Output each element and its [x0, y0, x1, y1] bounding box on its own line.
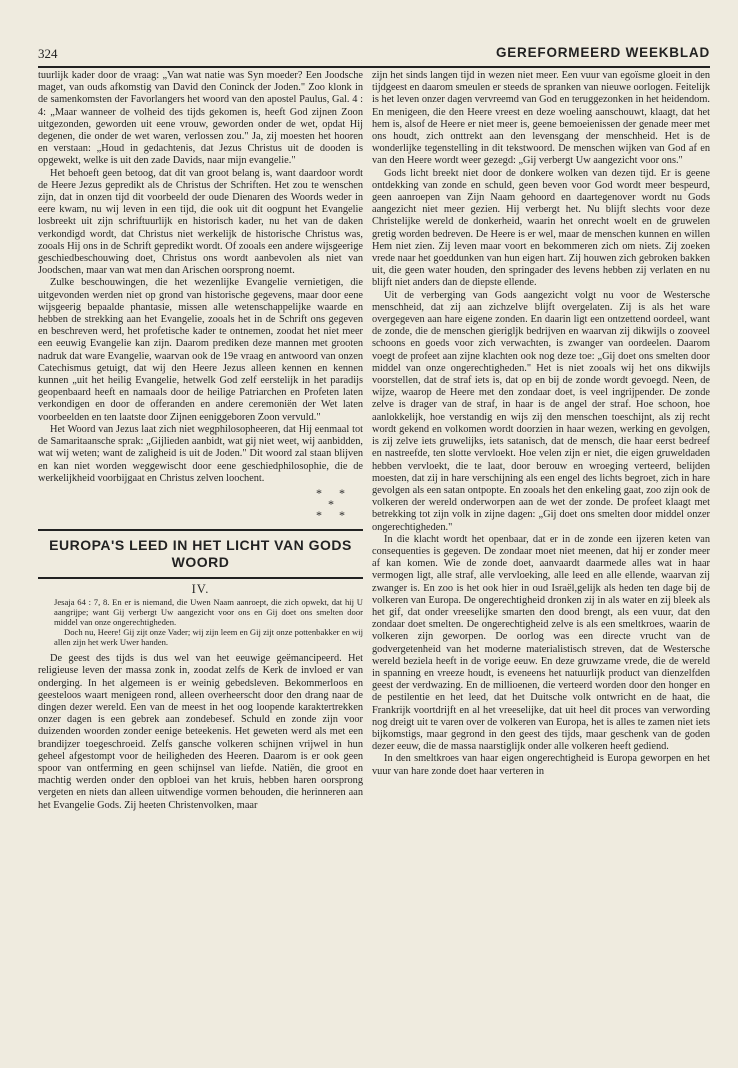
paragraph: Het behoeft geen betoog, dat dit van groot belang is, want daardoor wordt de Heere Jezus gepredikt als de Christus der Schriften. Het zou te wenschen zijn, dat in onzen tijd dit voorbeeld der oude Dienaren des Woords weder in eere kwam, nu wij leven in een tijd, die ook uit dit oogpunt het Evangelie losbreekt uit zijn schriftuurlijk en historisch kader, nu het van de daken verkondigd wordt, dat Christus niet werkelijk de historische Christus was, zooals Hij ons in de Schrift gepredikt wordt. Of zooals een andere wijsgeerige geschiedbeschouwing doet, Christus ons wordt aanbevolen als niet van Joodschen, maar van wat men dan Arischen oorsprong noemt.	[38, 167, 363, 277]
asterisk: *	[339, 507, 345, 522]
paragraph: Gods licht breekt niet door de donkere wolken van dezen tijd. Er is geene ontdekking van zonde en schuld, geen beven voor God wordt meer bespeurd, geen aanroepen van Zijn Naam gehoord en daartegenover wordt nu Gods aangezicht niet meer gezien. Hij verbergt het. Nu blijft slechts voor deze Christelijke wereld de donkerheid, waarin het onrecht woelt en de gruwelen gretig worden bedreven. De Heere is er wel, maar de menschen kunnen en willen Hem niet zien. Zij leven maar voort en bekommeren zich om niets. Zij zoeken vrede naar het goeddunken van hun eigen hart. Zij houwen zich gebroken bakken uit, die geen water houden, den springader des levens hebben zij verlaten en nu blijft niet anders dan de diepste ellende.	[372, 167, 710, 289]
paragraph: Uit de verberging van Gods aangezicht volgt nu voor de Westersche menschheid, dat zij aan zichzelve blijft overgelaten. Zij is als het ware overgegeven aan hare eigene zonden. En daarin ligt een ontzettend oordeel, want de zonde, die de menschen gierigljk bedrijven en waarvan zij dikwijls o zooveel schoons en goeds voor zich verwachten, is zwanger van oordeelen. Daarom voegt de profeet aan zijne klachten ook nog deze toe: „Gij doet ons smelten door middel van onze ongerechtigheden." Het is niet zooals wij het ons dikwijls voorstellen, dat de straf iets is, dat op en bij de zonde wordt gevoegd. Neen, de wijze, waarop de Heere met den zondaar doet, is veel ingrijpender. De zonde zelve is drager van de straf, in haar is de angel der straf. Hoe schoon, hoe aanlokkelijk, hoe verstandig en wijs zij den menschen toeschijnt, als zij recht wordt gekend en volkomen wordt doorzien in haar wezen, werking en gevolgen, is zij zelve iets gruwelijks, iets satanisch, dat de mensch, die haar eerst bedreef en nastreefde, ten slotte vervloekt. Hoe velen zijn er niet, die eigen gruweldaden hebben vervloekt, die te laat, door berouw en wroeging verteerd, belijden moesten, dat zij in hare verschijning als een engel des lichts begroet, zich in hare gevolgen als een satan ontpopte. En zooals het den enkeling gaat, zoo zijn ook de volkeren der wereld onderworpen aan de wet der zonde. De profeet klaagt met betrekking tot zijn volk in zijne dagen: „Gij doet ons smelten door middel onzer ongerechtigheden."	[372, 289, 710, 533]
paragraph: zijn het sinds langen tijd in wezen niet meer. Een vuur van egoïsme gloeit in den tijdgeest en daarom smeulen er steeds de spranken van nieuwe oorlogen. Feitelijk is het leven onzer dagen vervreemd van God en teruggezonken in het heidendom. En menigeen, die den Heere vreest en deze woeling aanschouwt, klaagt, dat het hem is, alsof de Heere er niet meer is, geene bemoeienissen der genade meer met ons houdt, zich onttrekt aan den levensgang der menschheid. Het is de wonderlijke tegenstelling in dit tekstwoord. De menschen wijken van God af en van den Heere wordt weer gezegd: „Gij verbergt Uw aangezicht voor ons."	[372, 70, 710, 167]
right-column	[372, 70, 710, 778]
paragraph: In die klacht wordt het openbaar, dat er in de zonde een ijzeren keten van consequenties is gegeven. De zondaar moet niet meenen, dat hij er zonder meer af kan komen. Wie de zonde doet, aanvaardt daarmede alles wat in haar vermogen ligt, alle straf, alle vervloeking, alle leed en alle ellende, waarvan zij zwanger is. En zoo is het ook hier in oud Israël,gelijk als heden ten dage bij de volkeren van Europa. De ongerechtigheid dronken zij in als water en zij bleek als het gif, dat onder vreeselijke smarten den dood brengt, als een vuur, dat den zondaar doet smelten. De ongerechtigheid zelve is als een smeltkroes, waarin de volkeren zijn geworpen. De oorlog was een directe vrucht van de godvergetenheid van het moderne materialistisch streven, dat de Westersche wereld beziela heeft in de vorige eeuw. En deze gruwzame vrede, die de wereld in spanning en vreeze houdt, is eveneens het natuurlijk product van dienzelfden geest der verdwazing. En de millioenen, die verteerd worden door den honger en de pestilentie en het leed, dat het Duitsche volk ontwricht en de haat, die Frankrijk voortdrijft en al het vreeselijke, dat uit heel dit proces van verwording nog dreigt uit te varen over de volkeren van Europa, het is alles te zamen niet iets bijkomstigs, maar gegrond in den geest des tijds, maar geschenk van de goden dezer eeuw, die de massa naarstiglijk onder alle volkeren heeft gediend.	[372, 533, 710, 753]
scripture-motto	[38, 597, 363, 647]
paragraph: In den smeltkroes van haar eigen ongerechtigheid is Europa geworpen en het vuur van hare zonde doet haar verteren in	[372, 753, 710, 777]
page-header	[38, 44, 710, 68]
motto-text: Jesaja 64 : 7, 8. En er is niemand, die Uwen Naam aanroept, die zich opwekt, dat hij U aangrijpe; want Gij verbergt Uw aangezicht voor ons en Gij doet ons smelten door middel van onze ongerechtigheden.	[54, 597, 363, 628]
asterisk: *	[316, 507, 322, 522]
page-number: 324	[38, 46, 58, 61]
article-title: EUROPA'S LEED IN HET LICHT VAN GODS WOORD	[38, 529, 363, 579]
journal-title: GEREFORMEERD WEEKBLAD	[495, 45, 710, 60]
paragraph: Het Woord van Jezus laat zich niet wegphilosopheeren, dat Hij eenmaal tot de Samaritaansche sprak: „Gijlieden aanbidt, wat gij niet weet, wij aanbidden, wat wij weten; want de zaligheid is uit de Joden." Dit woord zal staan blijven en kan niet worden weggewischt door eene geschiedphilosophie, die de werkelijkheid voorbijgaat en Christus zelven loochent.	[38, 423, 363, 484]
section-divider-asterisks	[38, 485, 363, 521]
paragraph: Zulke beschouwingen, die het wezenlijke Evangelie vernietigen, die uitgevonden werden niet op grond van historische gegevens, maar door eene wijsgeerig bepaalde phantasie, missen alle wetenschappelijke waarde en hebben de strekking aan het Evangelie, zooals het in de Schrift ons gegeven en beschreven werd, het profetische kader te ontnemen, zoodat het niet meer een eeuwig Evangelie kan zijn. Daarom prediken deze mannen met grooten nadruk dat ware Evangelie, waarvan ook de 19e vraag en antwoord van onzen Catechismus getuigt, dat wij den Heere Jezus alleen kennen en kennen kunnen „uit het heilig Evangelie, hetwelk God zelf eerstelijk in het paradijs geopenbaard heeft en namaals door de heilige Patriarchen en Profeten laten verkondigen en door de offeranden en andere ceremoniën der Wet laten voorbeelden en ten laatste door Zijnen eeniggeboren Zoon vervuld."	[38, 277, 363, 423]
left-column	[38, 70, 363, 812]
section-number: IV.	[191, 581, 210, 596]
paragraph: tuurlijk kader door de vraag: „Van wat natie was Syn moeder? Een Joodsche maget, van ouds afkomstig van David den Coninck der Joden." Zoo klonk in de samenkomsten der Favorlangers het woord van den apostel Paulus, Gal. 4 : 4: „Maar wanneer de volheid des tijds gekomen is, heeft God zijnen Zoon uitgezonden, geworden uit eene vrouw, geworden onder de wet, opdat Hij degenen, die onder de wet waren, verlossen zou." Ja, zij moesten het hooren en verstaan: „Houd in gedachtenis, dat Jezus Christus uit de dooden is opgewekt, welke is uit den zade Davids, naar mijn evangelie."	[38, 70, 363, 167]
asterisk: *	[339, 485, 345, 500]
motto-text: Doch nu, Heere! Gij zijt onze Vader; wij zijn leem en Gij zijt onze pottenbakker en wij allen zijn het werk Uwer handen.	[54, 627, 363, 648]
asterisk: *	[316, 485, 322, 500]
asterisk: *	[328, 496, 334, 511]
paragraph: De geest des tijds is dus wel van het eeuwige geëmancipeerd. Het religieuse leven der massa zonk in, zoodat zelfs de Kerk de invloed er van onderging. In het algemeen is er weinig gebedsleven. Bekommerloos en geesteloos waart menigeen rond, alleen overheerscht door den drang naar de dingen dezer wereld. Een van de meest in het oog loopende karaktertrekken onzer dagen is een gebrek aan zondebesef. Schuld en zonde zijn voor duizenden woorden zonder eenige beteekenis. Het geweten werd als met een brandijzer toegeschroeid. Zelfs gansche volkeren schijnen vrijwel in hun geheel afgestompt voor de heiligheden des Heeren. Daarom is er ook geen spoor van ontferming en geen schijnsel van liefde. Natiën, die groot en machtig werden onder den opbloei van het kruis, hebben haren oorsprong vergeten en niets dan alleen uitwendige vormen behouden, die herinneren aan het Evangelie Gods. Zij heeten Christenvolken, maar	[38, 653, 363, 811]
